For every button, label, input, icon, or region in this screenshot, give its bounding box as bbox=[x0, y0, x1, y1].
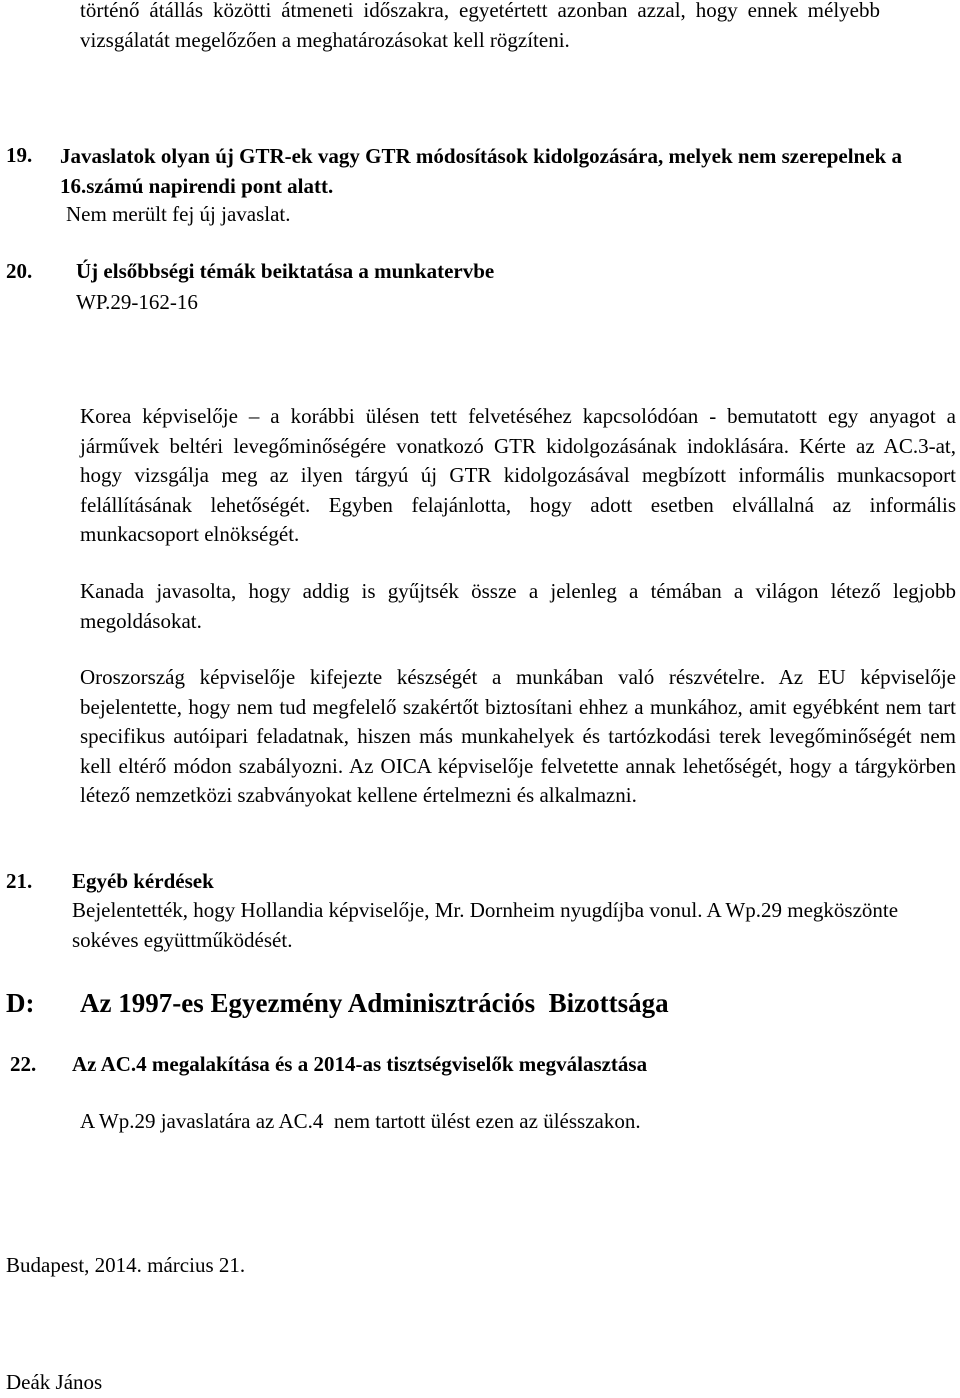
section-d-title: Az 1997-es Egyezmény Adminisztrációs Bizottsága bbox=[80, 988, 669, 1018]
item-19-body: Nem merült fej új javaslat. bbox=[66, 202, 291, 226]
item-20-number: 20. bbox=[6, 259, 33, 283]
item-20-paragraph-kanada: Kanada javasolta, hogy addig is gyűjtsék össze a jelenleg a témában a világon létező legjobb megoldásokat. bbox=[80, 579, 956, 633]
item-21-title: Egyéb kérdések bbox=[72, 869, 214, 893]
item-19-title: Javaslatok olyan új GTR-ek vagy GTR módosítások kidolgozására, melyek nem szerepelnek a 16.számú napirendi pont alatt. bbox=[60, 144, 902, 198]
item-20-title: Új elsőbbségi témák beiktatása a munkatervbe bbox=[76, 259, 495, 283]
item-20-paragraph-korea: Korea képviselője – a korábbi ülésen tett felvetéséhez kapcsolódóan - bemutatott egy anyagot a járművek beltéri levegőminőségére vonatkozó GTR kidolgozásának indoklására. Kérte az AC.3-at, hogy vizsgálja meg az ilyen tárgyú új GTR kidolgozásával megbízott informális munkacsoport felállításának lehetőségét. Egyben felajánlotta, hogy adott esetben elvállalná az informális munkacsoport elnökségét. bbox=[80, 404, 956, 546]
place-date: Budapest, 2014. március 21. bbox=[6, 1253, 246, 1277]
signature-name: Deák János bbox=[6, 1370, 103, 1394]
item-21-body: Bejelentették, hogy Hollandia képviselője, Mr. Dornheim nyugdíjba vonul. A Wp.29 megköszönte sokéves együttműködését. bbox=[72, 898, 899, 952]
section-d-label: D: bbox=[6, 988, 35, 1018]
item-22-title: Az AC.4 megalakítása és a 2014-as tisztségviselők megválasztása bbox=[72, 1052, 648, 1076]
item-22-body: A Wp.29 javaslatára az AC.4 nem tartott ülést ezen az ülésszakon. bbox=[80, 1109, 641, 1133]
item-21-number: 21. bbox=[6, 869, 33, 893]
item-19-number: 19. bbox=[6, 143, 33, 167]
item-20-paragraph-oroszorszag: Oroszország képviselője kifejezte készségét a munkában való részvételre. Az EU képviselője bejelentette, hogy nem tud megfelelő szakértőt biztosítani ehhez a munkához, amit egyébként nem tart specifikus autóipari feladatnak, hiszen más munkahelyek és tartózkodási terek levegőminőségét nem kell eltérő módon szabályozni. Az OICA képviselője felvetette annak lehetőségét, hogy a tárgykörben létező nemzetközi szabványokat kellene értelmezni és alkalmazni. bbox=[80, 665, 956, 807]
item-20-doc-ref: WP.29-162-16 bbox=[76, 290, 198, 314]
item-22-number: 22. bbox=[10, 1052, 37, 1076]
intro-paragraph: történő átállás közötti átmeneti időszakra, egyetértett azonban azzal, hogy ennek mélyebb vizsgálatát megelőzően a meghatározásokat kell rögzíteni. bbox=[80, 0, 880, 52]
